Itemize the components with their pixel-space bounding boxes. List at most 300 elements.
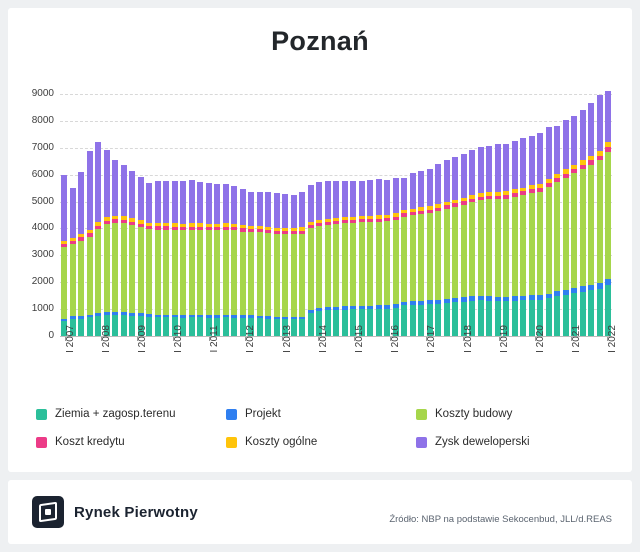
bar-segment <box>265 319 271 336</box>
x-tick <box>521 337 530 383</box>
bar-segment <box>546 127 552 179</box>
stacked-bar[interactable] <box>401 178 407 336</box>
bar-segment <box>78 172 84 234</box>
stacked-bar[interactable] <box>350 181 356 336</box>
bar-slot <box>188 94 197 336</box>
x-tick-label: I 2016 <box>390 325 402 353</box>
bar-segment <box>308 185 314 222</box>
bar-segment <box>70 188 76 238</box>
x-tick-label: I 2017 <box>426 325 438 353</box>
bar-segment <box>359 222 365 305</box>
legend-item[interactable] <box>226 408 416 420</box>
bar-segment <box>486 146 492 192</box>
legend-swatch <box>416 437 427 448</box>
x-tick-label: I 2012 <box>245 325 257 353</box>
bar-segment <box>342 310 348 336</box>
bar-slot <box>536 94 545 336</box>
stacked-bar[interactable] <box>367 180 373 336</box>
bar-slot <box>264 94 273 336</box>
x-tick <box>350 325 366 383</box>
bar-slot <box>94 94 103 336</box>
bar-segment <box>537 133 543 184</box>
stacked-bar[interactable] <box>248 192 254 336</box>
legend-item[interactable] <box>416 408 606 420</box>
bar-segment <box>172 181 178 223</box>
bar-segment <box>78 319 84 336</box>
bar-slot <box>230 94 239 336</box>
bar-slot <box>451 94 460 336</box>
stacked-bar[interactable] <box>282 194 288 336</box>
bar-segment <box>223 184 229 223</box>
bar-slot <box>400 94 409 336</box>
bar-segment <box>112 315 118 336</box>
bar-segment <box>554 296 560 336</box>
bar-segment <box>61 175 67 242</box>
bar-segment <box>597 289 603 336</box>
bar-slot <box>154 94 163 336</box>
bar-slot <box>324 94 333 336</box>
bar-segment <box>410 215 416 301</box>
legend-label: Koszty ogólne <box>245 436 318 448</box>
bar-segment <box>274 234 280 317</box>
stacked-bar[interactable] <box>503 144 509 337</box>
bar-slot <box>417 94 426 336</box>
bar-segment <box>282 234 288 317</box>
bar-slot <box>477 94 486 336</box>
bar-segment <box>529 193 535 295</box>
legend-label: Koszty budowy <box>435 408 513 420</box>
bar-series-container <box>60 94 612 336</box>
bar-slot <box>222 94 231 336</box>
stacked-bar[interactable] <box>495 144 501 336</box>
bar-segment <box>87 317 93 336</box>
bar-slot <box>86 94 95 336</box>
x-tick <box>539 337 548 383</box>
bar-slot <box>315 94 324 336</box>
stacked-bar[interactable] <box>333 181 339 336</box>
x-tick <box>78 337 87 383</box>
stacked-bar[interactable] <box>87 151 93 337</box>
bar-segment <box>121 165 127 216</box>
stacked-bar[interactable] <box>155 181 161 336</box>
bar-slot <box>128 94 137 336</box>
stacked-bar[interactable] <box>563 120 569 336</box>
bar-segment <box>597 160 603 282</box>
stacked-bar[interactable] <box>291 195 297 336</box>
bar-segment <box>427 213 433 301</box>
bar-segment <box>87 151 93 230</box>
stacked-bar[interactable] <box>342 181 348 336</box>
stacked-bar[interactable] <box>274 193 280 336</box>
bar-slot <box>145 94 154 336</box>
stacked-bar[interactable] <box>172 181 178 336</box>
bar-segment <box>546 298 552 336</box>
bar-segment <box>231 318 237 336</box>
stacked-bar[interactable] <box>163 181 169 336</box>
bar-segment <box>495 199 501 296</box>
stacked-bar[interactable] <box>95 142 101 336</box>
bar-segment <box>376 222 382 306</box>
bar-slot <box>502 94 511 336</box>
bar-slot <box>171 94 180 336</box>
stacked-bar[interactable] <box>546 127 552 336</box>
bar-segment <box>155 181 161 223</box>
bar-segment <box>367 222 373 305</box>
stacked-bar[interactable] <box>129 171 135 336</box>
x-tick <box>494 325 510 383</box>
y-axis-labels <box>8 88 54 341</box>
bar-segment <box>401 217 407 302</box>
stacked-bar[interactable] <box>435 164 441 336</box>
bar-segment <box>580 169 586 286</box>
bar-slot <box>434 94 443 336</box>
stacked-bar[interactable] <box>138 177 144 336</box>
stacked-bar[interactable] <box>597 95 603 336</box>
bar-slot <box>519 94 528 336</box>
x-tick <box>178 337 187 383</box>
legend-item[interactable] <box>416 436 606 448</box>
bar-segment <box>571 173 577 287</box>
bar-slot <box>103 94 112 336</box>
bar-segment <box>240 232 246 315</box>
x-tick <box>585 337 594 383</box>
x-tick <box>205 325 221 383</box>
stacked-bar[interactable] <box>520 138 526 336</box>
bar-segment <box>418 214 424 301</box>
y-axis-tick-label: 6000 <box>31 168 54 180</box>
bar-slot <box>290 94 299 336</box>
x-tick <box>60 325 76 383</box>
stacked-bar[interactable] <box>61 175 67 336</box>
stacked-bar[interactable] <box>461 154 467 336</box>
stacked-bar[interactable] <box>571 116 577 336</box>
bar-segment <box>78 241 84 316</box>
bar-segment <box>588 103 594 155</box>
bar-slot <box>545 94 554 336</box>
bar-slot <box>485 94 494 336</box>
stacked-bar[interactable] <box>316 182 322 336</box>
bar-segment <box>512 301 518 336</box>
bar-slot <box>579 94 588 336</box>
stacked-bar[interactable] <box>418 171 424 336</box>
x-tick <box>114 337 123 383</box>
x-tick <box>105 337 114 383</box>
bar-segment <box>257 232 263 315</box>
x-tick <box>169 325 185 383</box>
bar-slot <box>307 94 316 336</box>
bar-segment <box>393 220 399 304</box>
bar-segment <box>70 244 76 317</box>
stacked-bar[interactable] <box>478 147 484 336</box>
stacked-bar[interactable] <box>189 180 195 336</box>
bar-segment <box>274 319 280 336</box>
brand <box>32 496 198 528</box>
legend-swatch <box>36 409 47 420</box>
bar-segment <box>503 199 509 297</box>
bar-segment <box>223 317 229 336</box>
bar-segment <box>129 316 135 336</box>
bar-segment <box>189 317 195 336</box>
x-tick-label: I 2010 <box>173 325 185 353</box>
brand-name: Rynek Pierwotny <box>74 503 198 521</box>
bar-segment <box>597 95 603 151</box>
x-tick <box>259 337 268 383</box>
stacked-bar[interactable] <box>223 184 229 336</box>
stacked-bar[interactable] <box>605 91 611 336</box>
bar-segment <box>461 154 467 198</box>
bar-segment <box>376 309 382 336</box>
bar-slot <box>460 94 469 336</box>
x-tick <box>368 337 377 383</box>
bar-segment <box>197 230 203 315</box>
bar-slot <box>247 94 256 336</box>
x-tick-label: I 2022 <box>607 325 619 353</box>
stacked-bar[interactable] <box>376 179 382 336</box>
bar-segment <box>359 181 365 217</box>
bar-slot <box>281 94 290 336</box>
bar-slot <box>77 94 86 336</box>
stacked-bar[interactable] <box>588 103 594 336</box>
stacked-bar[interactable] <box>325 181 331 336</box>
x-tick-label: I 2020 <box>534 325 546 353</box>
x-tick <box>449 337 458 383</box>
bar-segment <box>401 178 407 210</box>
stacked-bar[interactable] <box>452 157 458 336</box>
bar-segment <box>265 233 271 316</box>
bar-segment <box>206 230 212 315</box>
stacked-bar[interactable] <box>308 185 314 336</box>
x-tick-label: I 2009 <box>136 325 148 353</box>
stacked-bar[interactable] <box>529 136 535 336</box>
bar-segment <box>444 209 450 299</box>
stacked-bar[interactable] <box>427 169 433 336</box>
bar-slot <box>358 94 367 336</box>
bar-segment <box>546 187 552 293</box>
bar-segment <box>435 211 441 300</box>
x-tick <box>395 337 404 383</box>
bar-segment <box>367 180 373 216</box>
stacked-bar[interactable] <box>180 181 186 336</box>
stacked-bar[interactable] <box>384 180 390 336</box>
x-tick <box>440 337 449 383</box>
bar-segment <box>495 144 501 192</box>
legend-label: Zysk deweloperski <box>435 436 530 448</box>
x-tick-label: I 2018 <box>462 325 474 353</box>
bar-segment <box>478 147 484 193</box>
bar-slot <box>273 94 282 336</box>
x-tick <box>359 337 368 383</box>
bar-segment <box>214 184 220 224</box>
bar-segment <box>95 229 101 312</box>
bar-segment <box>291 234 297 317</box>
bar-segment <box>367 309 373 336</box>
bar-segment <box>435 164 441 204</box>
bar-segment <box>138 177 144 220</box>
bar-segment <box>248 232 254 315</box>
bar-segment <box>520 138 526 187</box>
bar-slot <box>137 94 146 336</box>
bar-segment <box>333 181 339 218</box>
legend-label: Ziemia + zagosp.terenu <box>55 408 176 420</box>
x-tick <box>458 325 474 383</box>
stacked-bar[interactable] <box>104 150 110 336</box>
bar-slot <box>213 94 222 336</box>
bar-slot <box>570 94 579 336</box>
bar-slot <box>562 94 571 336</box>
bar-segment <box>299 234 305 317</box>
legend-item[interactable] <box>36 436 226 448</box>
bar-segment <box>95 142 101 223</box>
x-tick <box>277 325 293 383</box>
stacked-bar[interactable] <box>486 146 492 336</box>
stacked-bar[interactable] <box>121 165 127 336</box>
y-axis-tick-label: 9000 <box>31 88 54 99</box>
bar-slot <box>239 94 248 336</box>
bar-segment <box>350 181 356 217</box>
bar-segment <box>240 189 246 225</box>
x-tick <box>386 325 402 383</box>
bar-segment <box>452 207 458 298</box>
x-tick <box>313 325 329 383</box>
x-tick <box>594 337 603 383</box>
stacked-bar[interactable] <box>146 183 152 336</box>
x-tick-label: I 2007 <box>64 325 76 353</box>
x-tick <box>196 337 205 383</box>
bar-segment <box>197 317 203 336</box>
bar-slot <box>332 94 341 336</box>
bar-segment <box>104 224 110 311</box>
bar-segment <box>291 195 297 228</box>
y-axis-tick-label: 7000 <box>31 141 54 153</box>
bar-segment <box>189 180 195 224</box>
bar-segment <box>393 178 399 213</box>
bar-segment <box>104 150 110 217</box>
bar-segment <box>478 200 484 295</box>
bar-slot <box>341 94 350 336</box>
stacked-bar[interactable] <box>512 141 518 336</box>
stacked-bar[interactable] <box>393 178 399 336</box>
bar-segment <box>563 178 569 290</box>
x-tick-label: I 2008 <box>100 325 112 353</box>
x-tick <box>467 337 476 383</box>
bar-segment <box>61 247 67 318</box>
stacked-bar[interactable] <box>444 160 450 336</box>
bar-segment <box>282 194 288 228</box>
stacked-bar[interactable] <box>70 188 76 336</box>
stacked-bar[interactable] <box>112 160 118 336</box>
stacked-bar[interactable] <box>469 150 475 336</box>
x-tick-label: I 2015 <box>354 325 366 353</box>
source-note: Źródło: NBP na podstawie Sekocenbud, JLL/d.REAS <box>389 514 612 525</box>
stacked-bar[interactable] <box>214 184 220 336</box>
x-tick <box>476 337 485 383</box>
x-tick <box>485 337 494 383</box>
bar-segment <box>418 171 424 207</box>
legend-swatch <box>416 409 427 420</box>
stacked-bar[interactable] <box>359 181 365 336</box>
stacked-bar[interactable] <box>231 186 237 336</box>
x-tick-label: I 2011 <box>209 325 221 353</box>
x-tick <box>69 337 78 383</box>
bar-segment <box>231 186 237 224</box>
plot-area <box>60 94 612 336</box>
stacked-bar[interactable] <box>240 189 246 336</box>
x-tick <box>214 337 223 383</box>
bar-slot <box>426 94 435 336</box>
bar-segment <box>316 182 322 220</box>
bar-slot <box>375 94 384 336</box>
stacked-bar[interactable] <box>206 183 212 336</box>
bar-segment <box>325 225 331 307</box>
x-tick <box>567 325 583 383</box>
stacked-bar[interactable] <box>537 133 543 336</box>
stacked-bar[interactable] <box>197 182 203 336</box>
bar-segment <box>342 223 348 306</box>
bar-segment <box>486 301 492 336</box>
bar-segment <box>418 305 424 336</box>
bar-segment <box>469 150 475 195</box>
bar-slot <box>60 94 69 336</box>
bar-slot <box>392 94 401 336</box>
bar-segment <box>350 223 356 306</box>
bar-segment <box>469 202 475 296</box>
x-tick <box>377 337 386 383</box>
bar-segment <box>299 319 305 336</box>
bar-slot <box>443 94 452 336</box>
bar-segment <box>333 310 339 336</box>
bar-segment <box>299 192 305 227</box>
stacked-bar[interactable] <box>78 172 84 336</box>
x-tick <box>558 337 567 383</box>
legend-item[interactable] <box>36 408 226 420</box>
bar-segment <box>537 192 543 296</box>
bar-segment <box>146 183 152 223</box>
bar-segment <box>452 157 458 200</box>
bar-segment <box>529 300 535 336</box>
x-tick <box>232 337 241 383</box>
stacked-bar[interactable] <box>265 192 271 336</box>
x-tick <box>530 325 546 383</box>
bar-segment <box>554 126 560 174</box>
bar-segment <box>384 221 390 305</box>
stacked-bar[interactable] <box>554 126 560 336</box>
bar-segment <box>138 227 144 313</box>
bar-segment <box>231 230 237 315</box>
bar-slot <box>468 94 477 336</box>
bar-segment <box>410 173 416 209</box>
footer-bar <box>8 480 632 544</box>
bar-segment <box>580 110 586 161</box>
stacked-bar[interactable] <box>410 173 416 336</box>
stacked-bar[interactable] <box>257 192 263 336</box>
bar-segment <box>444 303 450 336</box>
bar-segment <box>223 230 229 315</box>
legend-item[interactable] <box>226 436 416 448</box>
bar-slot <box>349 94 358 336</box>
stacked-bar[interactable] <box>580 110 586 336</box>
bar-segment <box>197 182 203 223</box>
bar-segment <box>257 318 263 336</box>
legend-label: Projekt <box>245 408 281 420</box>
stacked-bar[interactable] <box>299 192 305 336</box>
bar-segment <box>189 230 195 315</box>
bar-segment <box>172 230 178 315</box>
bar-segment <box>605 91 611 142</box>
x-tick <box>268 337 277 383</box>
bar-slot <box>528 94 537 336</box>
bar-slot <box>298 94 307 336</box>
bar-segment <box>325 181 331 219</box>
